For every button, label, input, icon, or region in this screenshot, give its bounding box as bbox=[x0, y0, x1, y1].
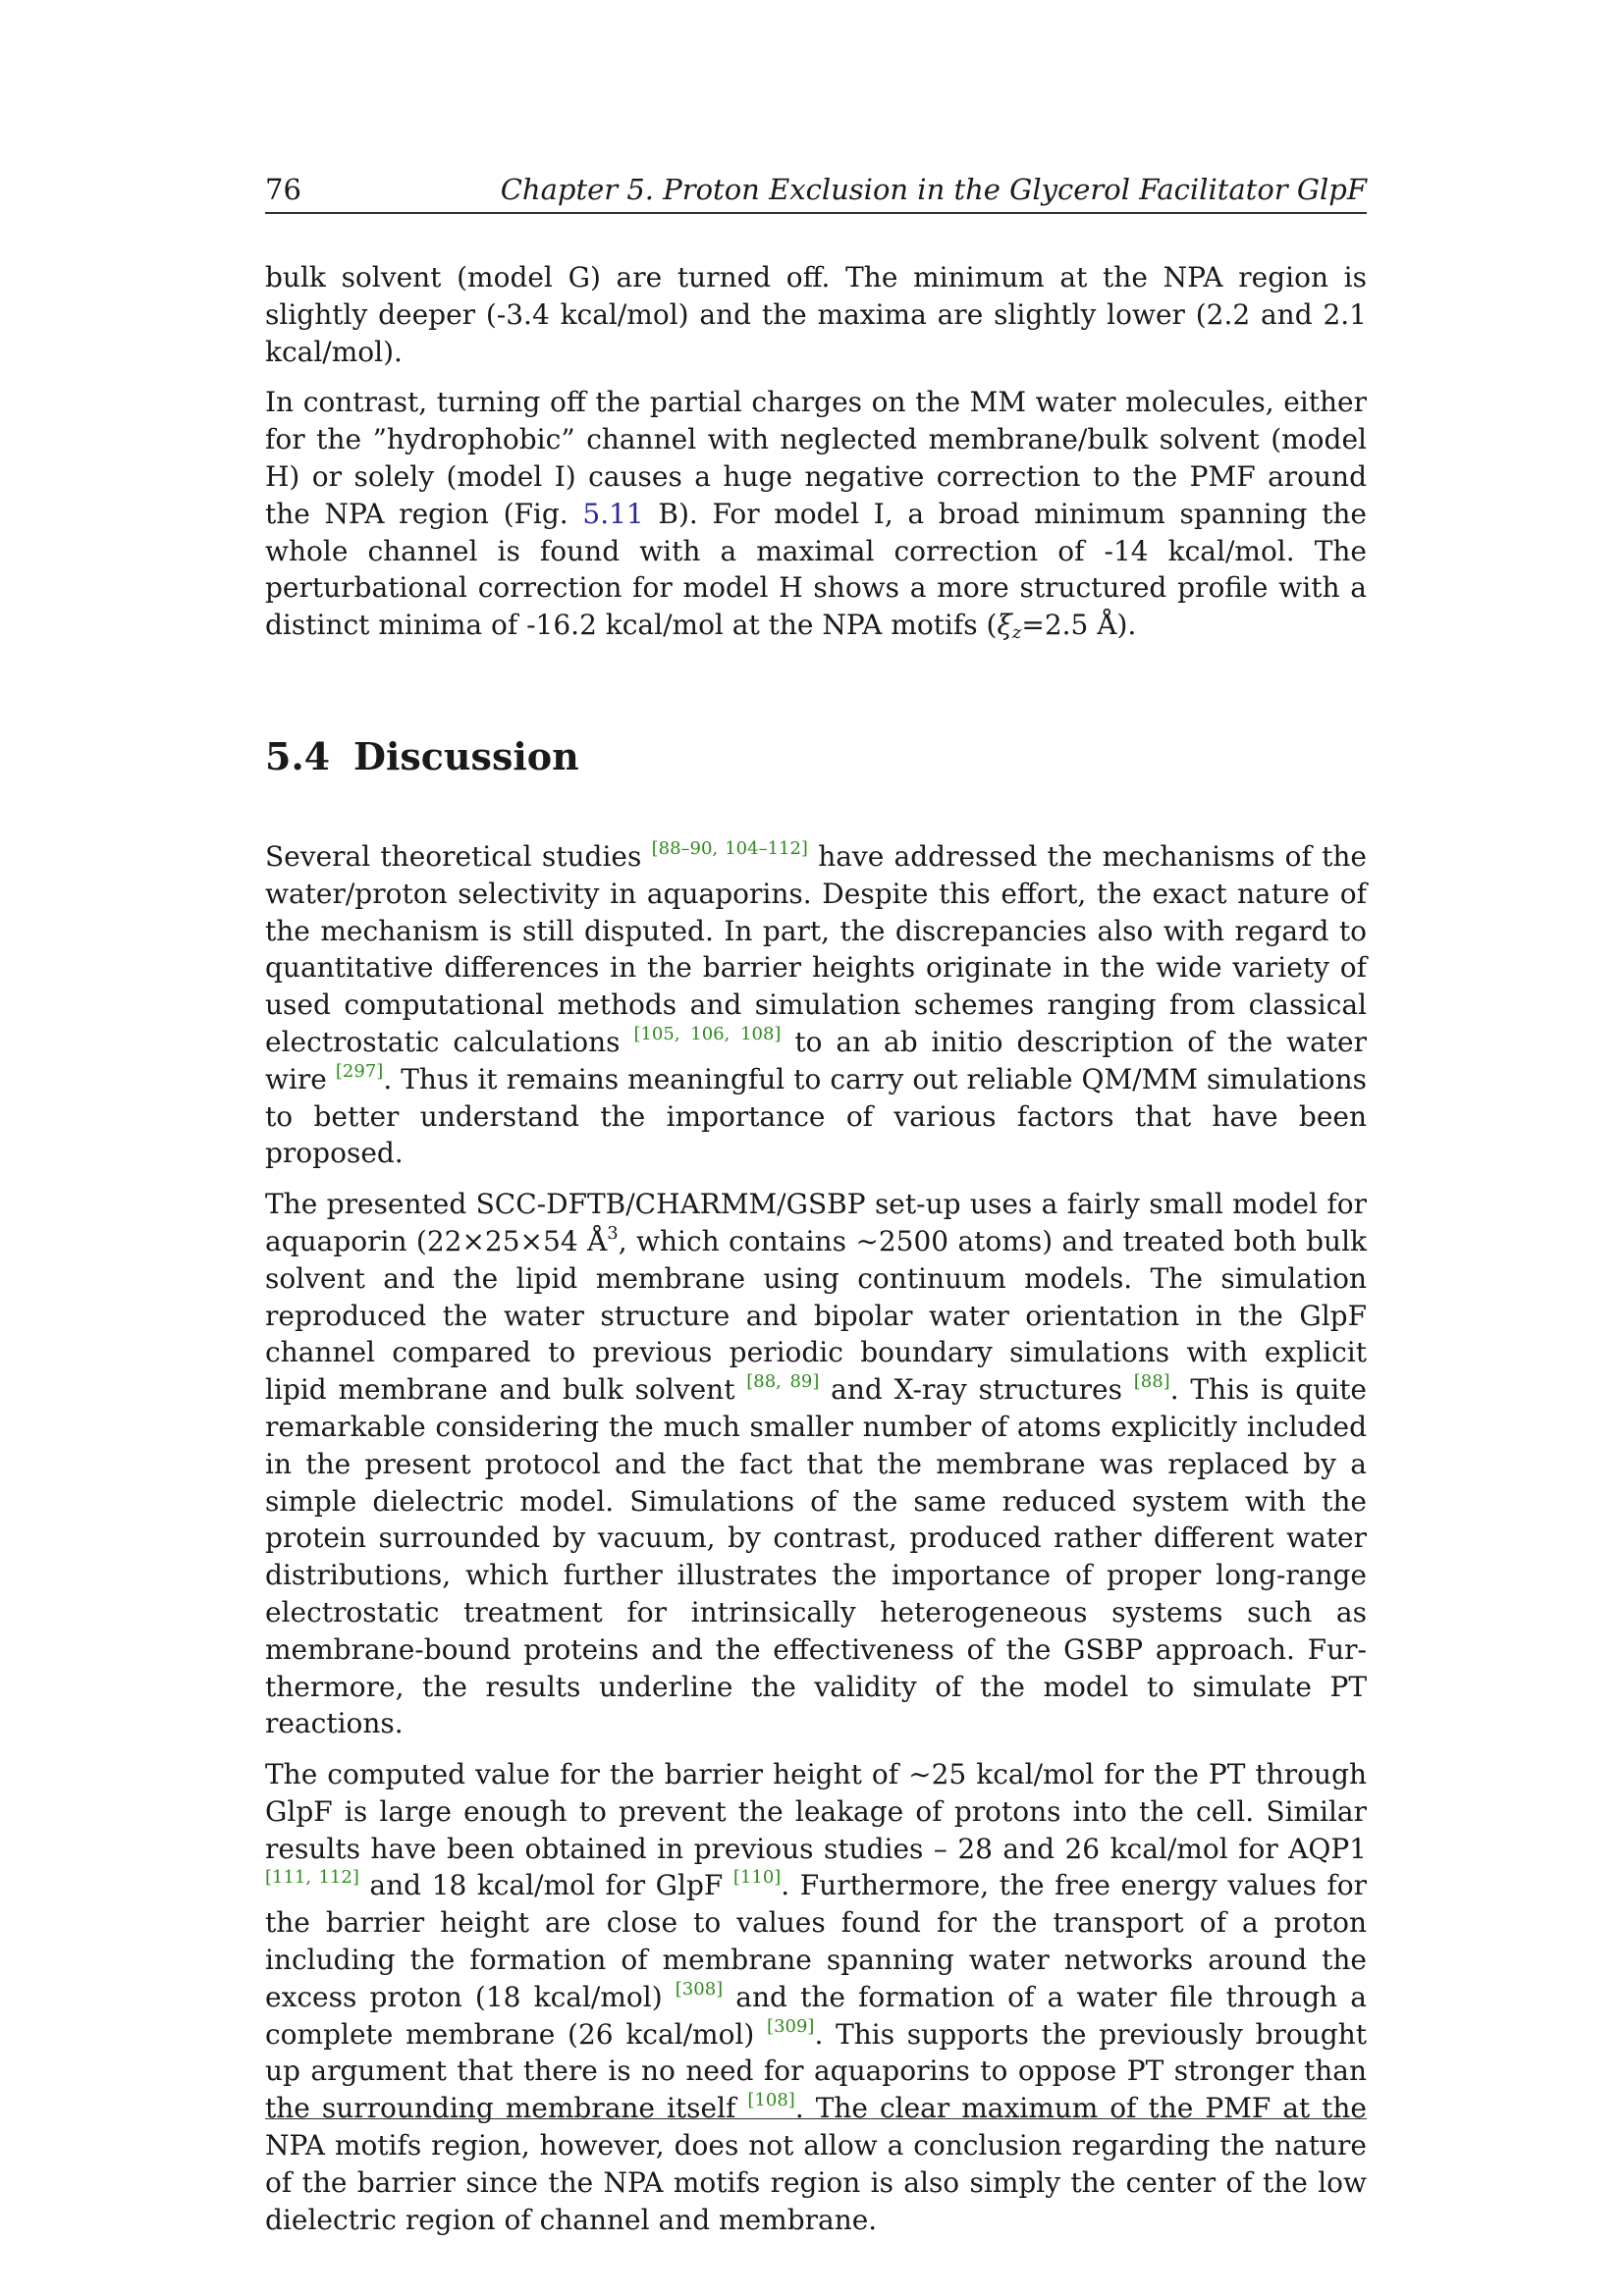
paragraph-5-text-2: and 18 kcal/mol for GlpF bbox=[358, 1869, 733, 1902]
paragraph-5-text-6: . The clear maximum of the PMF at the NPA motifs region, however, does not allow a conclusion regarding the nature of the barrier since the NPA motifs region is also simply the center of the low dielectric region of channel and membrane. bbox=[265, 2092, 1367, 2236]
footer-rule bbox=[265, 2118, 1367, 2119]
body-text bbox=[265, 259, 1367, 2238]
citation-link[interactable]: [88–90, 104–112] bbox=[651, 837, 808, 859]
paragraph-5 bbox=[265, 1756, 1367, 2238]
paragraph-4 bbox=[265, 1186, 1367, 1742]
paragraph-5-text-1: The computed value for the barrier height of ∼25 kcal/mol for the PT through GlpF is large enough to prevent the leakage of protons into the cell. Similar results have been obtained in previous studies – 28 and 26 kcal/mol for AQP1 bbox=[265, 1758, 1367, 1865]
citation-link[interactable]: [88] bbox=[1133, 1371, 1170, 1393]
paragraph-3-text-2: have addressed the mechanisms of the water/proton selectivity in aquaporins. Despite this effort, the exact nature of the mechanism is still disputed. In part, the discrepancies also with regard to quantitative differences in the barrier heights originate in the wide variety of used computational methods and simulation schemes ranging from classical electrostatic calculations bbox=[265, 839, 1367, 1058]
paragraph-1-text: bulk solvent (model G) are turned off. The minimum at the NPA region is slightly deeper (-3.4 kcal/mol) and the maxima are slightly lower (2.2 and 2.1 kcal/mol). bbox=[265, 261, 1367, 368]
page-number: 76 bbox=[265, 173, 301, 206]
paragraph-4-text-1: The presented SCC-DFTB/CHARMM/GSBP set-up uses a fairly small model for aquaporin (22×25×54 Å bbox=[265, 1188, 1367, 1257]
paragraph-2-text-3: =2.5 Å). bbox=[1021, 609, 1137, 642]
paragraph-1 bbox=[265, 259, 1367, 370]
xi-symbol: ξ bbox=[997, 609, 1012, 642]
section-heading bbox=[265, 734, 1367, 779]
chapter-title: Chapter 5. Proton Exclusion in the Glycerol Facilitator GlpF bbox=[500, 173, 1367, 206]
figure-ref-link[interactable]: 5.11 bbox=[582, 497, 644, 530]
paragraph-3-text-1: Several theoretical studies bbox=[265, 839, 652, 873]
cube-superscript: 3 bbox=[607, 1222, 619, 1244]
citation-link[interactable]: [308] bbox=[675, 1978, 724, 2000]
citation-link[interactable]: [297] bbox=[335, 1060, 384, 1082]
citation-link[interactable]: [105, 106, 108] bbox=[633, 1023, 782, 1044]
citation-link[interactable]: [111, 112] bbox=[265, 1867, 359, 1889]
paragraph-4-text-4: . This is quite remarkable considering the much smaller number of atoms explicitly included in the present protocol and the fact that the membrane was replaced by a simple dielectric model. Simulations of the same reduced system with the protein surrounded by vacuum, by contrast, produced rather different water distributions, which further illustrates the importance of proper long-range electrostatic treatment for intrinsically heterogeneous systems such as membrane-bound proteins and the effectiveness of the GSBP approach. Furthermore, the results underline the validity of the model to simulate PT reactions. bbox=[265, 1373, 1367, 1740]
paragraph-2-text-2: B). For model I, a broad minimum spanning the whole channel is found with a maximal correction of -14 kcal/mol. The perturbational correction for model H shows a more structured profile with a distinct minima of -16.2 kcal/mol at the NPA motifs ( bbox=[265, 497, 1367, 642]
paragraph-3-text-3: to an ab initio description of the water wire bbox=[265, 1025, 1368, 1095]
paragraph-5-text-4: and the formation of a water file through a complete membrane (26 kcal/mol) bbox=[265, 1980, 1367, 2051]
citation-link[interactable]: [110] bbox=[732, 1867, 782, 1889]
page bbox=[265, 167, 1367, 2252]
header-rule bbox=[265, 212, 1367, 214]
paragraph-3-text-4: . Thus it remains meaningful to carry out reliable QM/MM simulations to better understand the importance of various factors that have been proposed. bbox=[265, 1062, 1367, 1170]
paragraph-5-text-5: . This supports the previously brought up argument that there is no need for aquaporins to oppose PT stronger than the surrounding membrane itself bbox=[265, 2017, 1367, 2125]
paragraph-3 bbox=[265, 838, 1367, 1172]
section-title: Discussion bbox=[353, 733, 579, 778]
citation-link[interactable]: [108] bbox=[747, 2090, 795, 2111]
citation-link[interactable]: [88, 89] bbox=[746, 1371, 820, 1393]
paragraph-4-text-3: and X-ray structures bbox=[819, 1373, 1134, 1407]
paragraph-4-text-2: , which contains ∼2500 atoms) and treated both bulk solvent and the lipid membrane using continuum models. The simulation reproduced the water structure and bipolar water orientation in the GlpF channel compared to previous periodic boundary simulations with explicit lipid membrane and bulk solvent bbox=[265, 1224, 1367, 1407]
paragraph-5-text-3: . Furthermore, the free energy values for the barrier height are close to values found for the transport of a proton including the formation of membrane spanning water networks around the excess proton (18 kcal/mol) bbox=[265, 1869, 1367, 2013]
citation-link[interactable]: [309] bbox=[767, 2015, 815, 2037]
paragraph-2-text-1: In contrast, turning off the partial charges on the MM water molecules, either for the ”hydrophobic” channel with neglected membrane/bulk solvent (model H) or solely (model I) causes a huge negative correction to the PMF around the NPA region (Fig. bbox=[265, 386, 1367, 530]
xi-subscript: z bbox=[1011, 622, 1022, 644]
paragraph-2 bbox=[265, 384, 1367, 644]
section-number: 5.4 bbox=[265, 733, 331, 778]
running-head bbox=[265, 167, 1367, 212]
